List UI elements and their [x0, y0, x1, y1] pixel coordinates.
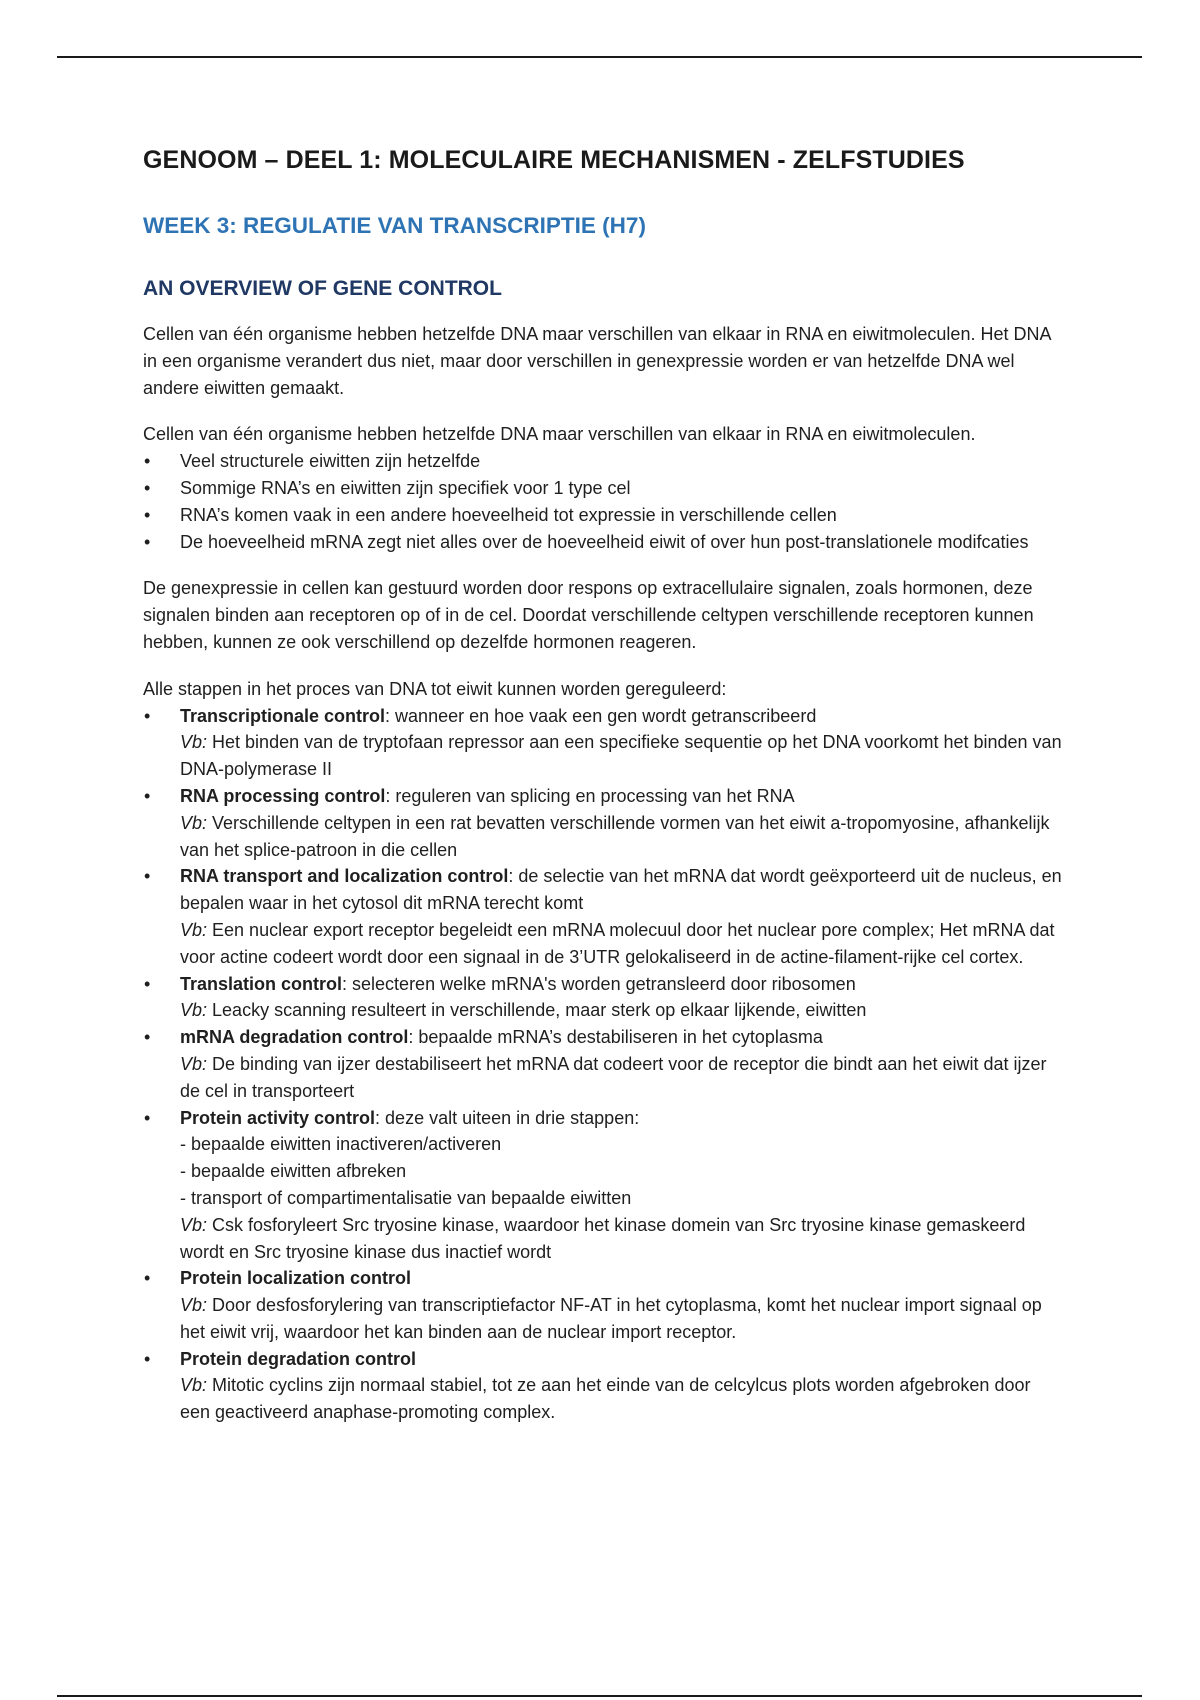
control-list: [143, 703, 1063, 1427]
control-item-protein-activity: [143, 1105, 1063, 1266]
example-text: Door desfosforylering van transcriptiefactor NF-AT in het cytoplasma, komt het nuclear import signaal op het eiwit vrij, waardoor het kan binden aan de nuclear import receptor.: [180, 1295, 1042, 1342]
example-text: De binding van ijzer destabiliseert het mRNA dat codeert voor de receptor die bindt aan het eiwit dat ijzer de cel in transporteert: [180, 1053, 1047, 1101]
control-item-rna-processing: [143, 783, 1063, 863]
list-item-text: Veel structurele eiwitten zijn hetzelfde: [180, 451, 481, 472]
list-item: [143, 448, 1063, 475]
differences-list: [143, 448, 1063, 555]
paragraph-intro: Cellen van één organisme hebben hetzelfde DNA maar verschillen van elkaar in RNA en eiwitmoleculen. Het DNA in een organisme verandert dus niet, maar door verschillen in genexpressie worden er van hetzelfde DNA wel andere eiwitten gemaakt.: [143, 324, 1051, 398]
section-heading: AN OVERVIEW OF GENE CONTROL: [143, 277, 502, 300]
example-text: Leacky scanning resulteert in verschillende, maar sterk op elkaar lijkende, eiwitten: [207, 1000, 867, 1021]
example-label: Vb:: [180, 812, 208, 833]
paragraph-signals: De genexpressie in cellen kan gestuurd worden door respons op extracellulaire signalen, zoals hormonen, deze signalen binden aan receptoren op of in de cel. Doordat verschillende celtypen verschillende receptoren kunnen hebben, kunnen ze ook verschillend op dezelfde hormonen reageren.: [143, 578, 1034, 652]
example-text: Het binden van de tryptofaan repressor aan een specifieke sequentie op het DNA voorkomt het binden van DNA-polymerase II: [180, 732, 1062, 780]
example-label: Vb:: [180, 1053, 208, 1074]
control-term: Protein localization control: [180, 1268, 412, 1289]
control-term: Protein activity control: [180, 1107, 376, 1128]
paragraph-steps: Alle stappen in het proces van DNA tot eiwit kunnen worden gereguleerd:: [143, 678, 727, 699]
document-page: [143, 146, 1063, 1426]
control-item-translation: [143, 971, 1063, 1025]
control-example: [180, 1372, 1063, 1426]
example-text: Verschillende celtypen in een rat bevatten verschillende vormen van het eiwit a-tropomyosine, afhankelijk van het splice-patroon in die cellen: [180, 812, 1050, 860]
control-item-transcriptional: [143, 703, 1063, 783]
control-desc: : deze valt uiteen in drie stappen:: [375, 1107, 640, 1128]
list-item-text: Sommige RNA’s en eiwitten zijn specifiek voor 1 type cel: [180, 477, 631, 498]
control-desc: : selecteren welke mRNA's worden getransleerd door ribosomen: [342, 973, 856, 994]
control-example: [180, 917, 1063, 971]
control-term: RNA processing control: [180, 785, 386, 806]
control-substep: - bepaalde eiwitten afbreken: [180, 1161, 407, 1182]
control-desc: : bepaalde mRNA’s destabiliseren in het cytoplasma: [408, 1027, 823, 1048]
control-example: [180, 1212, 1063, 1266]
list-item-text: De hoeveelheid mRNA zegt niet alles over de hoeveelheid eiwit of over hun post-translationele modifcaties: [180, 531, 1029, 552]
control-example: [180, 1292, 1063, 1346]
control-item-protein-degradation: [143, 1346, 1063, 1426]
list-item: [143, 529, 1063, 556]
document-title: GENOOM – DEEL 1: MOLECULAIRE MECHANISMEN - ZELFSTUDIES: [143, 146, 965, 174]
footer-rule: [57, 1695, 1142, 1697]
header-rule: [57, 56, 1142, 58]
example-label: Vb:: [180, 1000, 208, 1021]
control-desc: : wanneer en hoe vaak een gen wordt getranscribeerd: [385, 705, 817, 726]
example-label: Vb:: [180, 1214, 208, 1235]
control-term: Translation control: [180, 973, 343, 994]
example-label: Vb:: [180, 1375, 208, 1396]
control-example: [180, 810, 1063, 864]
list-item-text: RNA’s komen vaak in een andere hoeveelheid tot expressie in verschillende cellen: [180, 504, 837, 525]
control-desc: : de selectie van het mRNA dat wordt geëxporteerd uit de nucleus, en bepalen waar in het cytosol dit mRNA terecht komt: [180, 866, 1062, 914]
control-substep: - transport of compartimentalisatie van bepaalde eiwitten: [180, 1187, 632, 1208]
example-label: Vb:: [180, 1295, 208, 1316]
control-example: [180, 997, 1063, 1024]
example-text: Mitotic cyclins zijn normaal stabiel, tot ze aan het einde van de celcylcus plots worden afgebroken door een geactiveerd anaphase-promoting complex.: [180, 1375, 1031, 1423]
list-item: [143, 475, 1063, 502]
example-label: Vb:: [180, 732, 208, 753]
control-example: [180, 729, 1063, 783]
example-label: Vb:: [180, 919, 208, 940]
control-substep: - bepaalde eiwitten inactiveren/activeren: [180, 1134, 502, 1155]
control-item-mrna-degradation: [143, 1024, 1063, 1104]
control-term: Protein degradation control: [180, 1348, 417, 1369]
list-item: [143, 502, 1063, 529]
week-heading: WEEK 3: REGULATIE VAN TRANSCRIPTIE (H7): [143, 213, 646, 238]
example-text: Een nuclear export receptor begeleidt een mRNA molecuul door het nuclear pore complex; Het mRNA dat voor actine codeert wordt door een signaal in de 3’UTR gelokaliseerd in de actine-filament-rijke cel cortex.: [180, 919, 1055, 967]
control-term: mRNA degradation control: [180, 1027, 409, 1048]
control-item-protein-localization: [143, 1265, 1063, 1345]
control-example: [180, 1051, 1063, 1105]
control-term: Transcriptionale control: [180, 705, 386, 726]
example-text: Csk fosforyleert Src tryosine kinase, waardoor het kinase domein van Src tryosine kinase gemaskeerd wordt en Src tryosine kinase dus inactief wordt: [180, 1214, 1026, 1262]
control-term: RNA transport and localization control: [180, 866, 509, 887]
control-desc: : reguleren van splicing en processing van het RNA: [385, 785, 795, 806]
control-item-rna-transport: [143, 863, 1063, 970]
paragraph-cells: Cellen van één organisme hebben hetzelfde DNA maar verschillen van elkaar in RNA en eiwitmoleculen.: [143, 424, 976, 445]
